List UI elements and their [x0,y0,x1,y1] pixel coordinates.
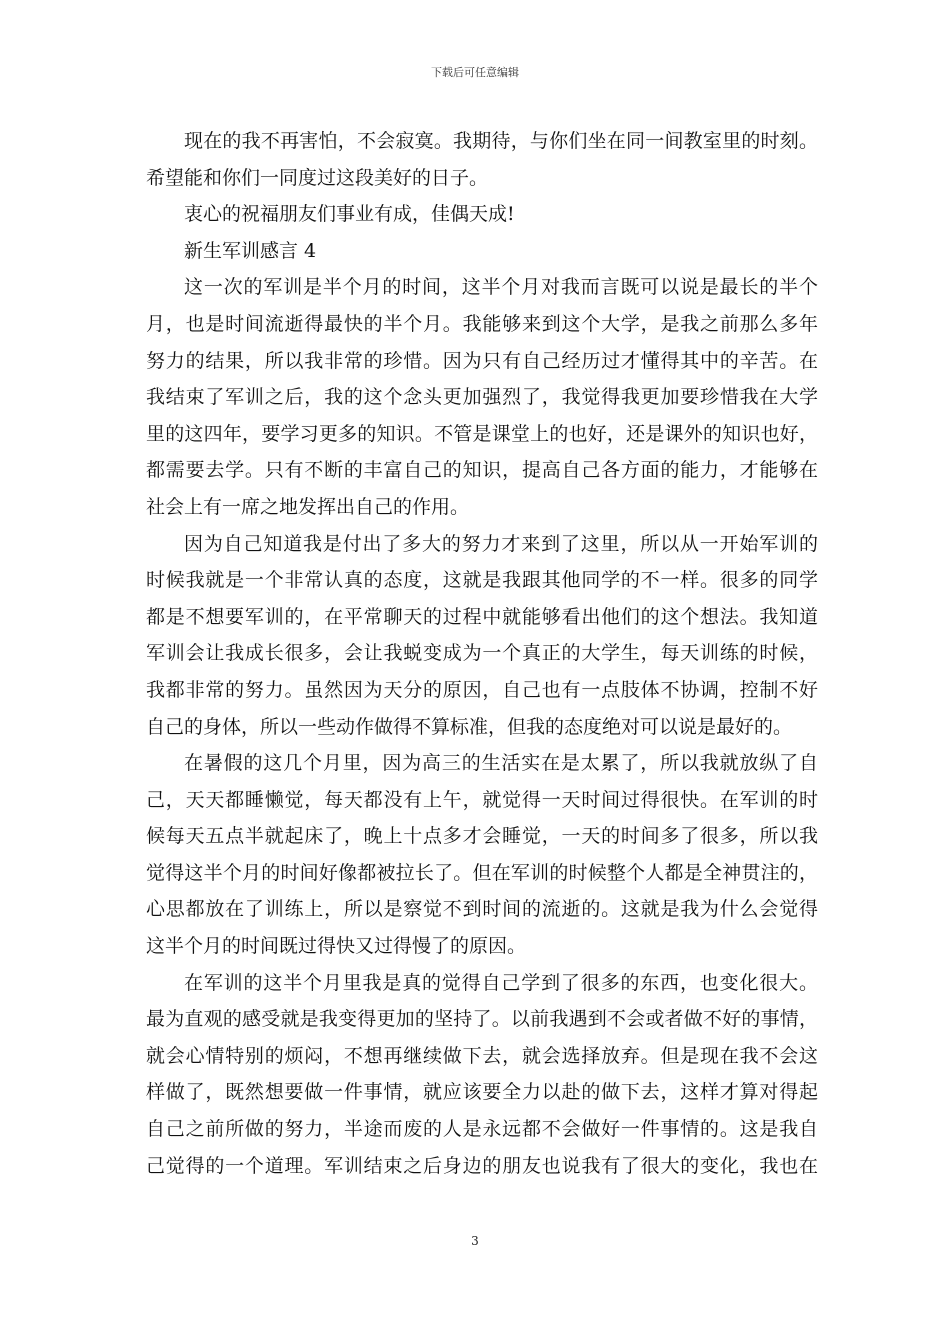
page-number: 3 [471,1234,479,1248]
text-line: 己觉得的一个道理。军训结束之后身边的朋友也说我有了很大的变化，我也在 [146,1154,818,1177]
text-line: 自己之前所做的努力，半途而废的人是永远都不会做好一件事情的。这是我自 [146,1118,818,1141]
text-line: 社会上有一席之地发挥出自己的作用。 [146,495,470,518]
text-line: 我都非常的努力。虽然因为天分的原因，自己也有一点肢体不协调，控制不好 [146,678,818,701]
text-line: 里的这四年，要学习更多的知识。不管是课堂上的也好，还是课外的知识也好， [146,422,818,445]
text-line: 心思都放在了训练上，所以是察觉不到时间的流逝的。这就是我为什么会觉得 [146,898,818,921]
text-line: 军训会让我成长很多，会让我蜕变成为一个真正的大学生，每天训练的时候， [146,642,818,665]
text-line: 在军训的这半个月里我是真的觉得自己学到了很多的东西，也变化很大。 [184,971,818,994]
text-line: 月，也是时间流逝得最快的半个月。我能够来到这个大学，是我之前那么多年 [146,312,818,335]
text-line: 自己的身体，所以一些动作做得不算标准，但我的态度绝对可以说是最好的。 [146,715,793,738]
document-body [146,123,818,1184]
text-line: 样做了，既然想要做一件事情，就应该要全力以赴的做下去，这样才算对得起 [146,1081,818,1104]
text-line: 在暑假的这几个月里，因为高三的生活实在是太累了，所以我就放纵了自 [184,752,818,775]
text-line: 就会心情特别的烦闷，不想再继续做下去，就会选择放弃。但是现在我不会这 [146,1044,818,1067]
text-line: 这一次的军训是半个月的时间，这半个月对我而言既可以说是最长的半个 [184,276,818,299]
text-line: 都是不想要军训的，在平常聊天的过程中就能够看出他们的这个想法。我知道 [146,605,818,628]
text-line: 时候我就是一个非常认真的态度，这就是我跟其他同学的不一样。很多的同学 [146,569,818,592]
text-line: 衷心的祝福朋友们事业有成，佳偶天成! [184,203,515,226]
text-line: 觉得这半个月的时间好像都被拉长了。但在军训的时候整个人都是全神贯注的， [146,861,818,884]
text-line: 因为自己知道我是付出了多大的努力才来到了这里，所以从一开始军训的 [184,532,818,555]
text-line: 努力的结果，所以我非常的珍惜。因为只有自己经历过才懂得其中的辛苦。在 [146,349,818,372]
text-line: 都需要去学。只有不断的丰富自己的知识，提高自己各方面的能力，才能够在 [146,459,818,482]
text-line: 己，天天都睡懒觉，每天都没有上午，就觉得一天时间过得很快。在军训的时 [146,788,818,811]
text-line: 希望能和你们一同度过这段美好的日子。 [146,166,489,189]
text-line: 最为直观的感受就是我变得更加的坚持了。以前我遇到不会或者做不好的事情， [146,1008,818,1031]
section-heading: 新生军训感言 4 [184,239,317,262]
text-line: 这半个月的时间既过得快又过得慢了的原因。 [146,935,527,958]
page-header: 下载后可任意编辑 [431,66,519,79]
text-line: 候每天五点半就起床了，晚上十点多才会睡觉，一天的时间多了很多，所以我 [146,825,818,848]
text-line: 现在的我不再害怕，不会寂寞。我期待，与你们坐在同一间教室里的时刻。 [184,130,818,152]
text-line: 我结束了军训之后，我的这个念头更加强烈了，我觉得我更加要珍惜我在大学 [146,386,818,409]
